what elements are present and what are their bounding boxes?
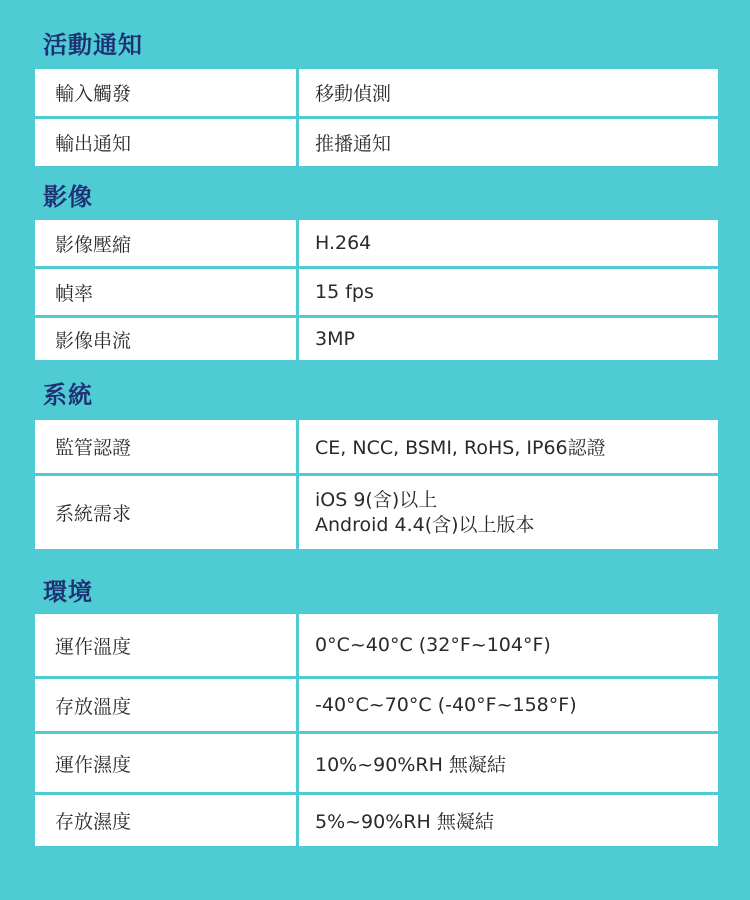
- table-row: [35, 119, 718, 166]
- row-value: -40°C~70°C (-40°F~158°F): [299, 679, 718, 731]
- row-label: 運作溫度: [35, 614, 296, 676]
- row-value: [299, 476, 718, 549]
- row-label: 存放濕度: [35, 795, 296, 846]
- row-label: 運作濕度: [35, 734, 296, 792]
- row-value: CE, NCC, BSMI, RoHS, IP66認證: [299, 420, 718, 473]
- row-value: H.264: [299, 220, 718, 266]
- row-label: 輸出通知: [35, 119, 296, 166]
- row-value-line: iOS 9(含)以上: [315, 488, 438, 511]
- row-label: 幀率: [35, 269, 296, 315]
- table-row: [35, 734, 718, 792]
- row-value: 移動偵測: [299, 69, 718, 116]
- row-value: 5%~90%RH 無凝結: [299, 795, 718, 846]
- section-title-event-notification: 活動通知: [43, 31, 143, 59]
- table-row: [35, 220, 718, 266]
- row-label: 系統需求: [35, 476, 296, 549]
- table-row: [35, 269, 718, 315]
- row-label: 存放溫度: [35, 679, 296, 731]
- row-value: 3MP: [299, 318, 718, 360]
- section-title-system: 系統: [43, 381, 93, 409]
- table-row: [35, 795, 718, 846]
- table-row: [35, 476, 718, 549]
- table-row: [35, 679, 718, 731]
- row-label: 輸入觸發: [35, 69, 296, 116]
- row-label: 監管認證: [35, 420, 296, 473]
- row-value: 15 fps: [299, 269, 718, 315]
- row-label: 影像壓縮: [35, 220, 296, 266]
- row-value: 0°C~40°C (32°F~104°F): [299, 614, 718, 676]
- section-title-environment: 環境: [43, 578, 93, 606]
- table-row: [35, 420, 718, 473]
- row-label: 影像串流: [35, 318, 296, 360]
- table-row: [35, 614, 718, 676]
- row-value: 推播通知: [299, 119, 718, 166]
- table-row: [35, 69, 718, 116]
- row-value-line: Android 4.4(含)以上版本: [315, 513, 535, 536]
- table-row: [35, 318, 718, 360]
- section-title-video: 影像: [43, 183, 93, 211]
- row-value: 10%~90%RH 無凝結: [299, 734, 718, 792]
